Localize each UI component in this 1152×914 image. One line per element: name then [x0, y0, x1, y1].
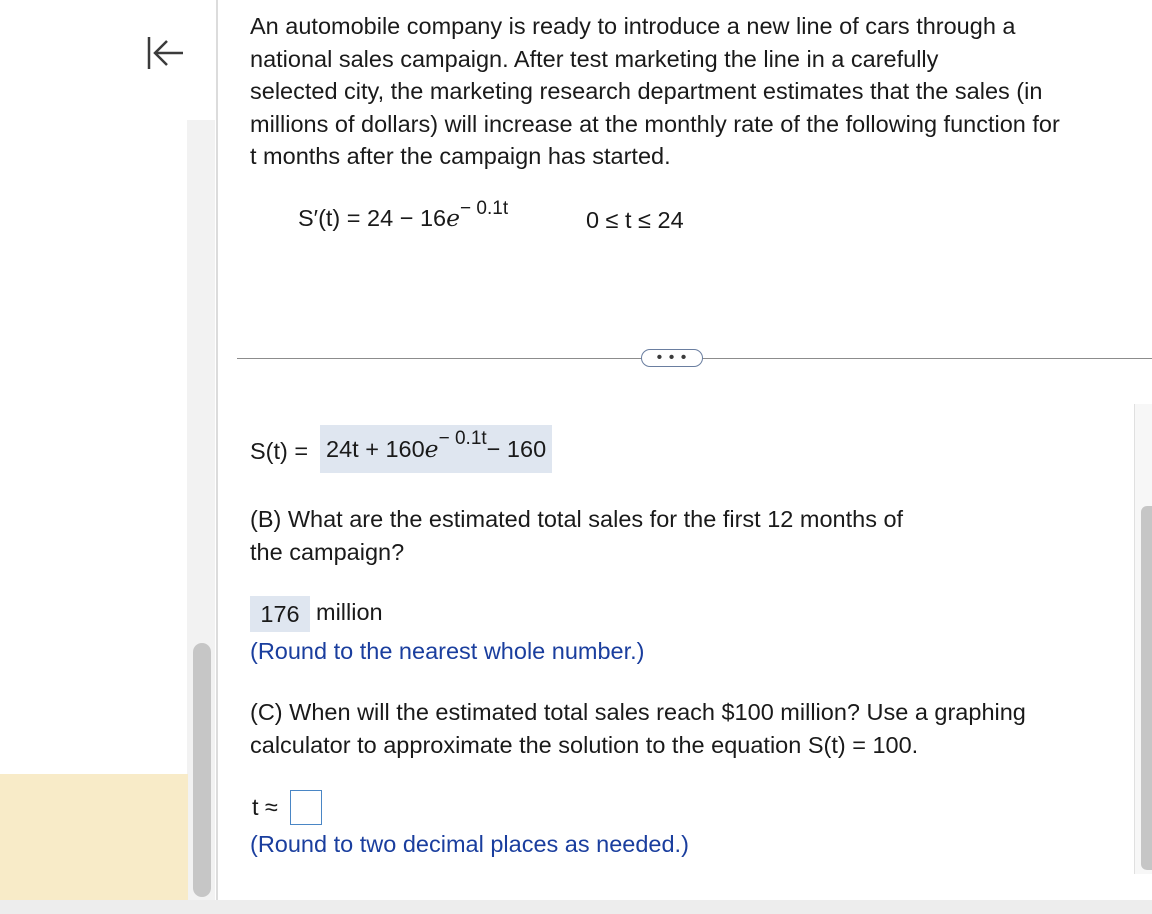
part-b-answer: 176 — [250, 596, 310, 632]
collapse-left-icon — [147, 35, 187, 71]
bottom-bar — [0, 900, 1152, 914]
part-c-answer-input[interactable] — [290, 790, 322, 825]
panel-divider — [216, 0, 218, 900]
rate-exponent: − 0.1t — [460, 198, 509, 219]
rate-lhs: S′(t) = 24 − 16 — [298, 205, 447, 231]
question-intro: An automobile company is ready to introduce a new line of cars through a national sales campaign. After test marketing the line in a carefully selected city, the marketing research department estimates that the sales (in millions of dollars) will increase at the monthly rate of the following function for t months after the campaign has started. — [250, 13, 1060, 169]
rate-e: e — [446, 204, 461, 232]
part-b-unit: million — [316, 599, 383, 625]
part-b-question: (B) What are the estimated total sales for the first 12 months of the campaign? — [250, 506, 904, 565]
part-c-label: t ≈ — [252, 794, 278, 820]
s-answer-exponent: − 0.1t — [438, 428, 487, 449]
collapse-panel-button[interactable] — [147, 35, 187, 71]
s-function-answer — [320, 425, 552, 473]
left-panel — [0, 0, 216, 914]
show-more-button[interactable]: • • • — [641, 349, 703, 367]
s-function-label: S(t) = — [250, 438, 309, 464]
left-highlight-block — [0, 774, 188, 900]
part-c-question: (C) When will the estimated total sales reach $100 million? Use a graphing calculator to approximate the solution to the equation S(t) = 100. — [250, 699, 1026, 758]
rate-equation — [298, 198, 509, 232]
s-answer-e: e — [424, 435, 439, 463]
part-c-hint: (Round to two decimal places as needed.) — [250, 831, 689, 857]
left-scrollbar[interactable] — [193, 643, 211, 897]
s-answer-pre: 24t + 160 — [326, 435, 425, 462]
s-answer-post: − 160 — [486, 435, 547, 462]
domain-constraint: 0 ≤ t ≤ 24 — [586, 207, 684, 233]
right-scrollbar-thumb[interactable] — [1141, 506, 1152, 870]
part-b-hint: (Round to the nearest whole number.) — [250, 638, 645, 664]
